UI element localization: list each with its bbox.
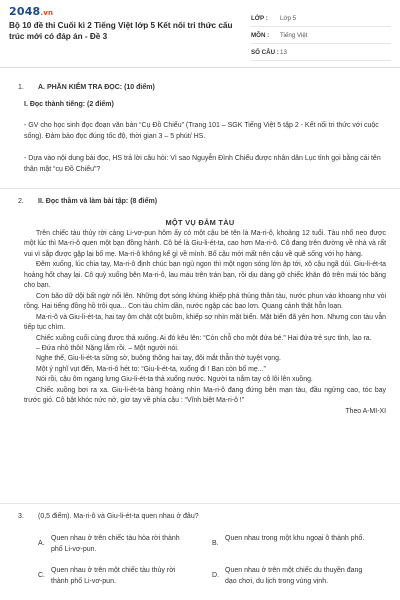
option-letter: D. [212,572,219,579]
instruction-paragraph: - Dựa vào nội dung bài đọc, HS trả lời câu hỏi: Vì sao Nguyễn Đình Chiểu được nhân dân Lục tỉnh gọi bằng cái tên thân mật “cụ Đồ Chiểu”? [24,155,381,173]
question-number: 1. [18,84,24,91]
meta-key: LỚP : [251,14,268,22]
question-number: 3. [18,513,24,520]
answer-option-b[interactable] [212,534,365,550]
instruction-paragraph: - GV cho học sinh đọc đoạn văn bản “Cụ Đồ Chiểu” (Trang 101 – SGK Tiếng Việt 5 tập 2 - Kết nối tri thức với cuộc sống). Đảm bảo đọc đúng tốc độ, thời gian 3 – 5 phút/ HS. [24,122,379,140]
answer-option-c[interactable] [38,566,191,587]
logo-suffix: .vn [40,9,54,17]
story-paragraph: – Đứa nhỏ thôi! Nặng lắm rồi. – Một người nói. [36,344,179,352]
story-body [24,229,386,417]
section-title: II. Đọc thầm và làm bài tập: (8 điểm) [38,198,158,205]
meta-row-class [251,10,391,27]
meta-row-subject [251,27,391,44]
option-letter: B. [212,540,219,547]
meta-value: 13 [280,48,287,56]
story-paragraph: Nghe thế, Giu-li-ét-ta sững sờ, buông thõng hai tay, đôi mắt thẫn thờ tuyệt vọng. [36,355,281,363]
story-paragraph: Nói rồi, cậu ôm ngang lưng Giu-li-ét-ta thả xuống nước. Người ta nắm tay cô lôi lên xuồng. [36,376,313,384]
answer-option-a[interactable] [38,534,191,555]
meta-key: SỐ CÂU : [251,48,279,56]
story-paragraph: Chiếc xuồng cuối cùng được thả xuống. Ai đó kêu lên: “Còn chỗ cho một đứa bé.” Hai đứa trẻ sực tỉnh, lao ra. [36,334,372,342]
site-logo[interactable] [9,5,53,18]
story-author: Theo A-MI-XI [345,407,386,415]
story-paragraph: Đêm xuống, lúc chia tay, Ma-ri-ô định chúc bạn ngủ ngon thì một ngọn sóng lớn ập tới, xô cậu ngã dúi. Giu-li-ét-ta hoảng hốt chạy lại. Cô quỳ xuống bên Ma-ri-ô, lau máu trên trán bạn, rồi dịu dàng gỡ chiếc khăn đỏ trên mái tóc băng cho bạn. [24,261,386,290]
story-paragraph: Một ý nghĩ vụt đến, Ma-ri-ô hét to: “Giu-li-ét-ta, xuống đi ! Bạn còn bố mẹ...” [36,365,266,373]
divider [0,188,400,189]
answer-option-d[interactable] [212,566,365,587]
story-paragraph: Chiếc xuồng bơi ra xa. Giu-li-ét-ta bàng hoàng nhìn Ma-ri-ô đang đứng bên mạn tàu, đầu ngửng cao, tóc bay trước gió. Cô bật khóc nức nở, giơ tay về phía cậu : “Vĩnh biệt Ma-ri-ô !” [24,386,386,405]
question-number: 2. [18,198,24,205]
option-text: Quen nhau ở trên một chiếc tàu thủy rời thành phố Li-vơ-pun. [51,567,176,585]
page-header [0,0,400,68]
logo-main: 2048 [9,5,41,18]
story-title: MỘT VỤ ĐẮM TÀU [165,218,235,227]
document-title: Bộ 10 đề thi Cuối kì 2 Tiếng Việt lớp 5 Kết nối tri thức cấu trúc mới có đáp án - Đề 3 [9,21,233,41]
section-title: A. PHẦN KIỂM TRA ĐỌC: (10 điểm) [38,84,155,91]
option-text: Quen nhau ở trên chiếc tàu hỏa rời thành phố Li-vơ-pun. [51,535,180,553]
meta-row-question-count [251,44,391,61]
story-paragraph: Trên chiếc tàu thủy rời cảng Li-vơ-pun hôm ấy có một cậu bé tên là Ma-ri-ô, khoảng 12 tuổi. Tàu nhổ neo được một lúc thì Ma-ri-ô quen một bạn đồng hành. Cô bé là Giu-li-ét-ta, cao hơn Ma-ri-ô. Cô đang trên đường về nhà và rất vui vì sắp được gặp lại bố mẹ. Ma-ri-ô không kể gì về mình. Bố cậu mới mất nên cậu về quê sống với họ hàng. [24,230,386,258]
option-text: Quen nhau trong một khu ngoại ô thành phố. [225,535,365,542]
meta-value: Lớp 5 [280,14,297,22]
question-text: (0,5 điểm). Ma-ri-ô và Giu-li-ét-ta quen nhau ở đâu? [38,513,199,520]
story-paragraph: Ma-ri-ô và Giu-li-ét-ta, hai tay ôm chặt cột buồm, khiếp sợ nhìn mặt biển. Mặt biển đã yên hơn. Nhưng con tàu vẫn tiếp tục chìm. [24,313,386,332]
divider [0,503,400,504]
option-letter: C. [38,572,45,579]
option-text: Quen nhau ở trên một chiếc du thuyền đang dạo chơi, du lịch trong vùng vịnh. [225,567,363,585]
subsection-title: I. Đọc thành tiếng: (2 điểm) [24,101,114,108]
meta-value: Tiếng Việt [280,31,308,39]
meta-key: MÔN : [251,31,270,39]
meta-table [251,10,391,61]
option-letter: A. [38,540,45,547]
story-paragraph: Cơn bão dữ dội bất ngờ nổi lên. Những đợt sóng khủng khiếp phá thủng thân tàu, nước phun vào khoang như vòi rồng. Hai tiếng đồng hồ trôi qua... Con tàu chìm dần, nước ngập các bao lơn. Quang cảnh thật hỗn loạn. [24,292,386,311]
